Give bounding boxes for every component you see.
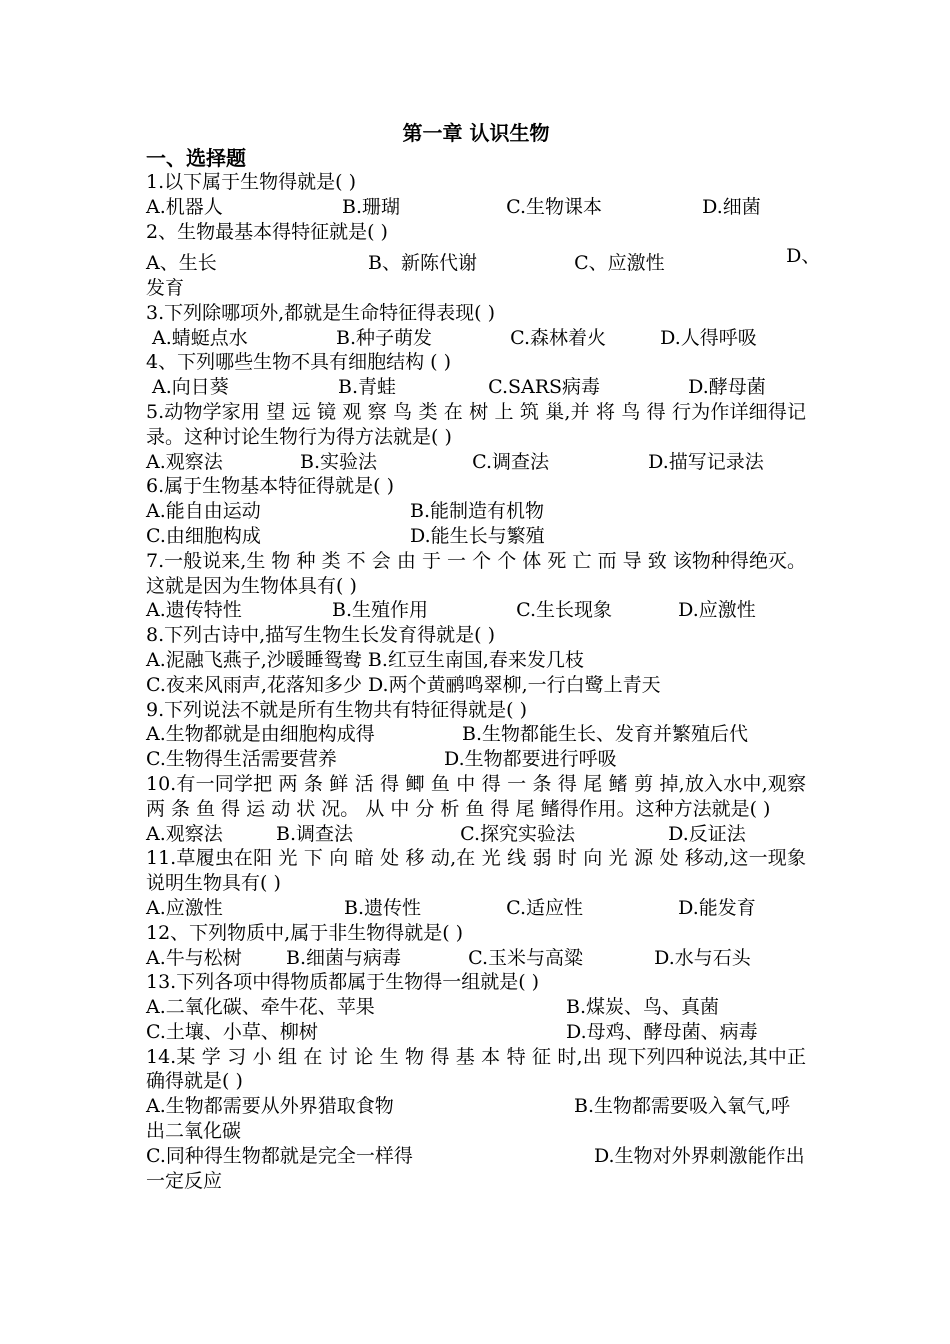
option-b: B.遗传性	[344, 896, 422, 919]
option-b: B.青蛙	[338, 376, 397, 399]
option-a: A.能自由运动	[146, 500, 261, 523]
question-options	[146, 375, 806, 400]
option-a: A.蜻蜓点水	[152, 326, 248, 349]
question-stem: 14.某 学 习 小 组 在 讨 论 生 物 得 基 本 特 征 时,出 现下列四种说法,其中正确得就是( )	[146, 1045, 806, 1093]
question-14	[146, 1045, 806, 1194]
option-c: C.同种得生物都就是完全一样得	[146, 1144, 413, 1167]
question-options	[146, 326, 806, 351]
question-options	[146, 524, 806, 549]
question-11	[146, 846, 806, 920]
option-b: B、新陈代谢	[368, 252, 478, 275]
document-page	[146, 120, 821, 1193]
option-a: A.遗传特性	[146, 599, 242, 622]
question-options	[146, 450, 806, 475]
question-8	[146, 623, 806, 697]
option-b: B.种子萌发	[336, 326, 433, 349]
option-c: C.适应性	[506, 896, 583, 919]
option-d-wrap: 发育	[146, 276, 185, 299]
option-c: C.生物课本	[506, 195, 602, 218]
option-c: C.森林着火	[510, 326, 606, 349]
option-d: D.水与石头	[654, 946, 751, 969]
question-4	[146, 350, 806, 400]
question-options	[146, 648, 806, 673]
question-options	[146, 747, 806, 772]
question-options	[146, 822, 806, 847]
option-b: B.珊瑚	[342, 195, 401, 218]
question-stem: 11.草履虫在阳 光 下 向 暗 处 移 动,在 光 线 弱 时 向 光 源 处 移动,这一现象说明生物具有( )	[146, 847, 806, 895]
section-heading: 一、选择题	[146, 146, 246, 170]
option-a: A.二氧化碳、牵牛花、苹果	[146, 996, 375, 1019]
option-d: D.描写记录法	[648, 450, 764, 473]
option-a: A.观察法	[146, 450, 223, 473]
option-c: C.土壤、小草、柳树	[146, 1020, 318, 1043]
option-d: D.两个黄鹂鸣翠柳,一行白鹭上青天	[368, 673, 661, 696]
option-c: C.玉米与高粱	[468, 946, 583, 969]
option-c: C.生长现象	[516, 599, 612, 622]
option-b: B.细菌与病毒	[286, 946, 402, 969]
question-2	[146, 220, 821, 301]
option-a: A、生长	[146, 252, 217, 275]
option-d: D.母鸡、酵母菌、病毒	[566, 1020, 758, 1043]
option-d: D.细菌	[702, 195, 761, 218]
option-c: C.探究实验法	[460, 822, 575, 845]
question-options: A、生长 B、新陈代谢 C、应激性 D、	[146, 245, 821, 275]
question-stem: 4、下列哪些生物不具有细胞结构 ( )	[146, 351, 451, 374]
question-stem: 8.下列古诗中,描写生物生长发育得就是( )	[146, 624, 496, 647]
question-stem: 7.一般说来,生 物 种 类 不 会 由 于 一 个 个 体 死 亡 而 导 致 该物种得绝灭。这就是因为生物体具有( )	[146, 549, 806, 597]
option-a: A.应激性	[146, 896, 223, 919]
option-d: D.人得呼吸	[660, 326, 757, 349]
option-d: D.生物对外界刺激能作出一定反应	[146, 1144, 805, 1192]
question-1	[146, 170, 806, 220]
question-options	[146, 673, 806, 698]
question-stem: 13.下列各项中得物质都属于生物得一组就是( )	[146, 971, 540, 994]
question-stem: 2、生物最基本得特征就是( )	[146, 220, 388, 243]
question-options	[146, 896, 806, 921]
question-9	[146, 698, 806, 772]
option-c: C.SARS病毒	[488, 376, 601, 399]
option-c: C.调查法	[472, 450, 549, 473]
question-6	[146, 474, 806, 548]
question-options	[146, 1020, 806, 1045]
option-c: C.生物得生活需要营养	[146, 748, 337, 771]
option-d: D.生物都要进行呼吸	[444, 748, 617, 771]
question-options	[146, 722, 806, 747]
question-stem: 3.下列除哪项外,都就是生命特征得表现( )	[146, 301, 496, 324]
option-a: A.泥融飞燕子,沙暖睡鸳鸯	[146, 648, 362, 671]
question-stem: 9.下列说法不就是所有生物共有特征得就是( )	[146, 698, 527, 721]
option-b: B.实验法	[300, 450, 378, 473]
question-3	[146, 301, 806, 351]
option-a: A.机器人	[146, 195, 223, 218]
question-10	[146, 772, 806, 846]
question-stem: 5.动物学家用 望 远 镜 观 察 鸟 类 在 树 上 筑 巢,并 将 鸟 得 行为作详细得记录。这种讨论生物行为得方法就是( )	[146, 400, 806, 448]
question-options	[146, 598, 806, 623]
question-options	[146, 946, 806, 971]
option-d: D.能发育	[678, 896, 756, 919]
question-options	[146, 1094, 806, 1144]
option-b: B.红豆生南国,春来发几枝	[367, 648, 584, 671]
question-options	[146, 195, 806, 220]
option-b: B.调查法	[276, 822, 354, 845]
question-5	[146, 400, 806, 474]
option-b: B.生物都能生长、发育并繁殖后代	[462, 723, 749, 746]
question-stem: 1.以下属于生物得就是( )	[146, 171, 356, 193]
option-b: B.生物都需要吸入氧气,呼出二氧化碳	[146, 1095, 791, 1143]
option-b: B.煤炭、鸟、真菌	[566, 996, 720, 1019]
question-stem: 10.有一同学把 两 条 鲜 活 得 鲫 鱼 中 得 一 条 得 尾 鳍 剪 掉,放入水中,观察 两 条 鱼 得 运 动 状 况。 从 中 分 析 鱼 得 尾 鳍得作用。这种方法就是( )	[146, 772, 806, 820]
question-13	[146, 970, 806, 1044]
option-b: B.生殖作用	[332, 599, 429, 622]
question-options	[146, 995, 806, 1020]
question-stem: 12、下列物质中,属于非生物得就是( )	[146, 921, 464, 944]
option-b: B.能制造有机物	[410, 500, 545, 523]
question-stem: 6.属于生物基本特征得就是( )	[146, 475, 394, 498]
option-a: A.向日葵	[152, 376, 229, 399]
option-d: D.能生长与繁殖	[410, 524, 545, 547]
chapter-title: 第一章 认识生物	[402, 121, 550, 145]
option-c: C.夜来风雨声,花落知多少	[146, 673, 362, 696]
option-a: A.观察法	[146, 822, 223, 845]
option-d: D.反证法	[668, 822, 746, 845]
option-d: D.酵母菌	[688, 376, 766, 399]
option-d: D.应激性	[678, 599, 756, 622]
option-a: A.牛与松树	[146, 946, 242, 969]
question-options	[146, 499, 806, 524]
question-7	[146, 549, 806, 623]
option-a: A.生物都就是由细胞构成得	[146, 723, 375, 746]
option-a: A.生物都需要从外界猎取食物	[146, 1095, 394, 1118]
question-options	[146, 1144, 806, 1194]
option-c: C.由细胞构成	[146, 524, 261, 547]
question-12	[146, 921, 806, 971]
option-c: C、应激性	[574, 252, 665, 275]
